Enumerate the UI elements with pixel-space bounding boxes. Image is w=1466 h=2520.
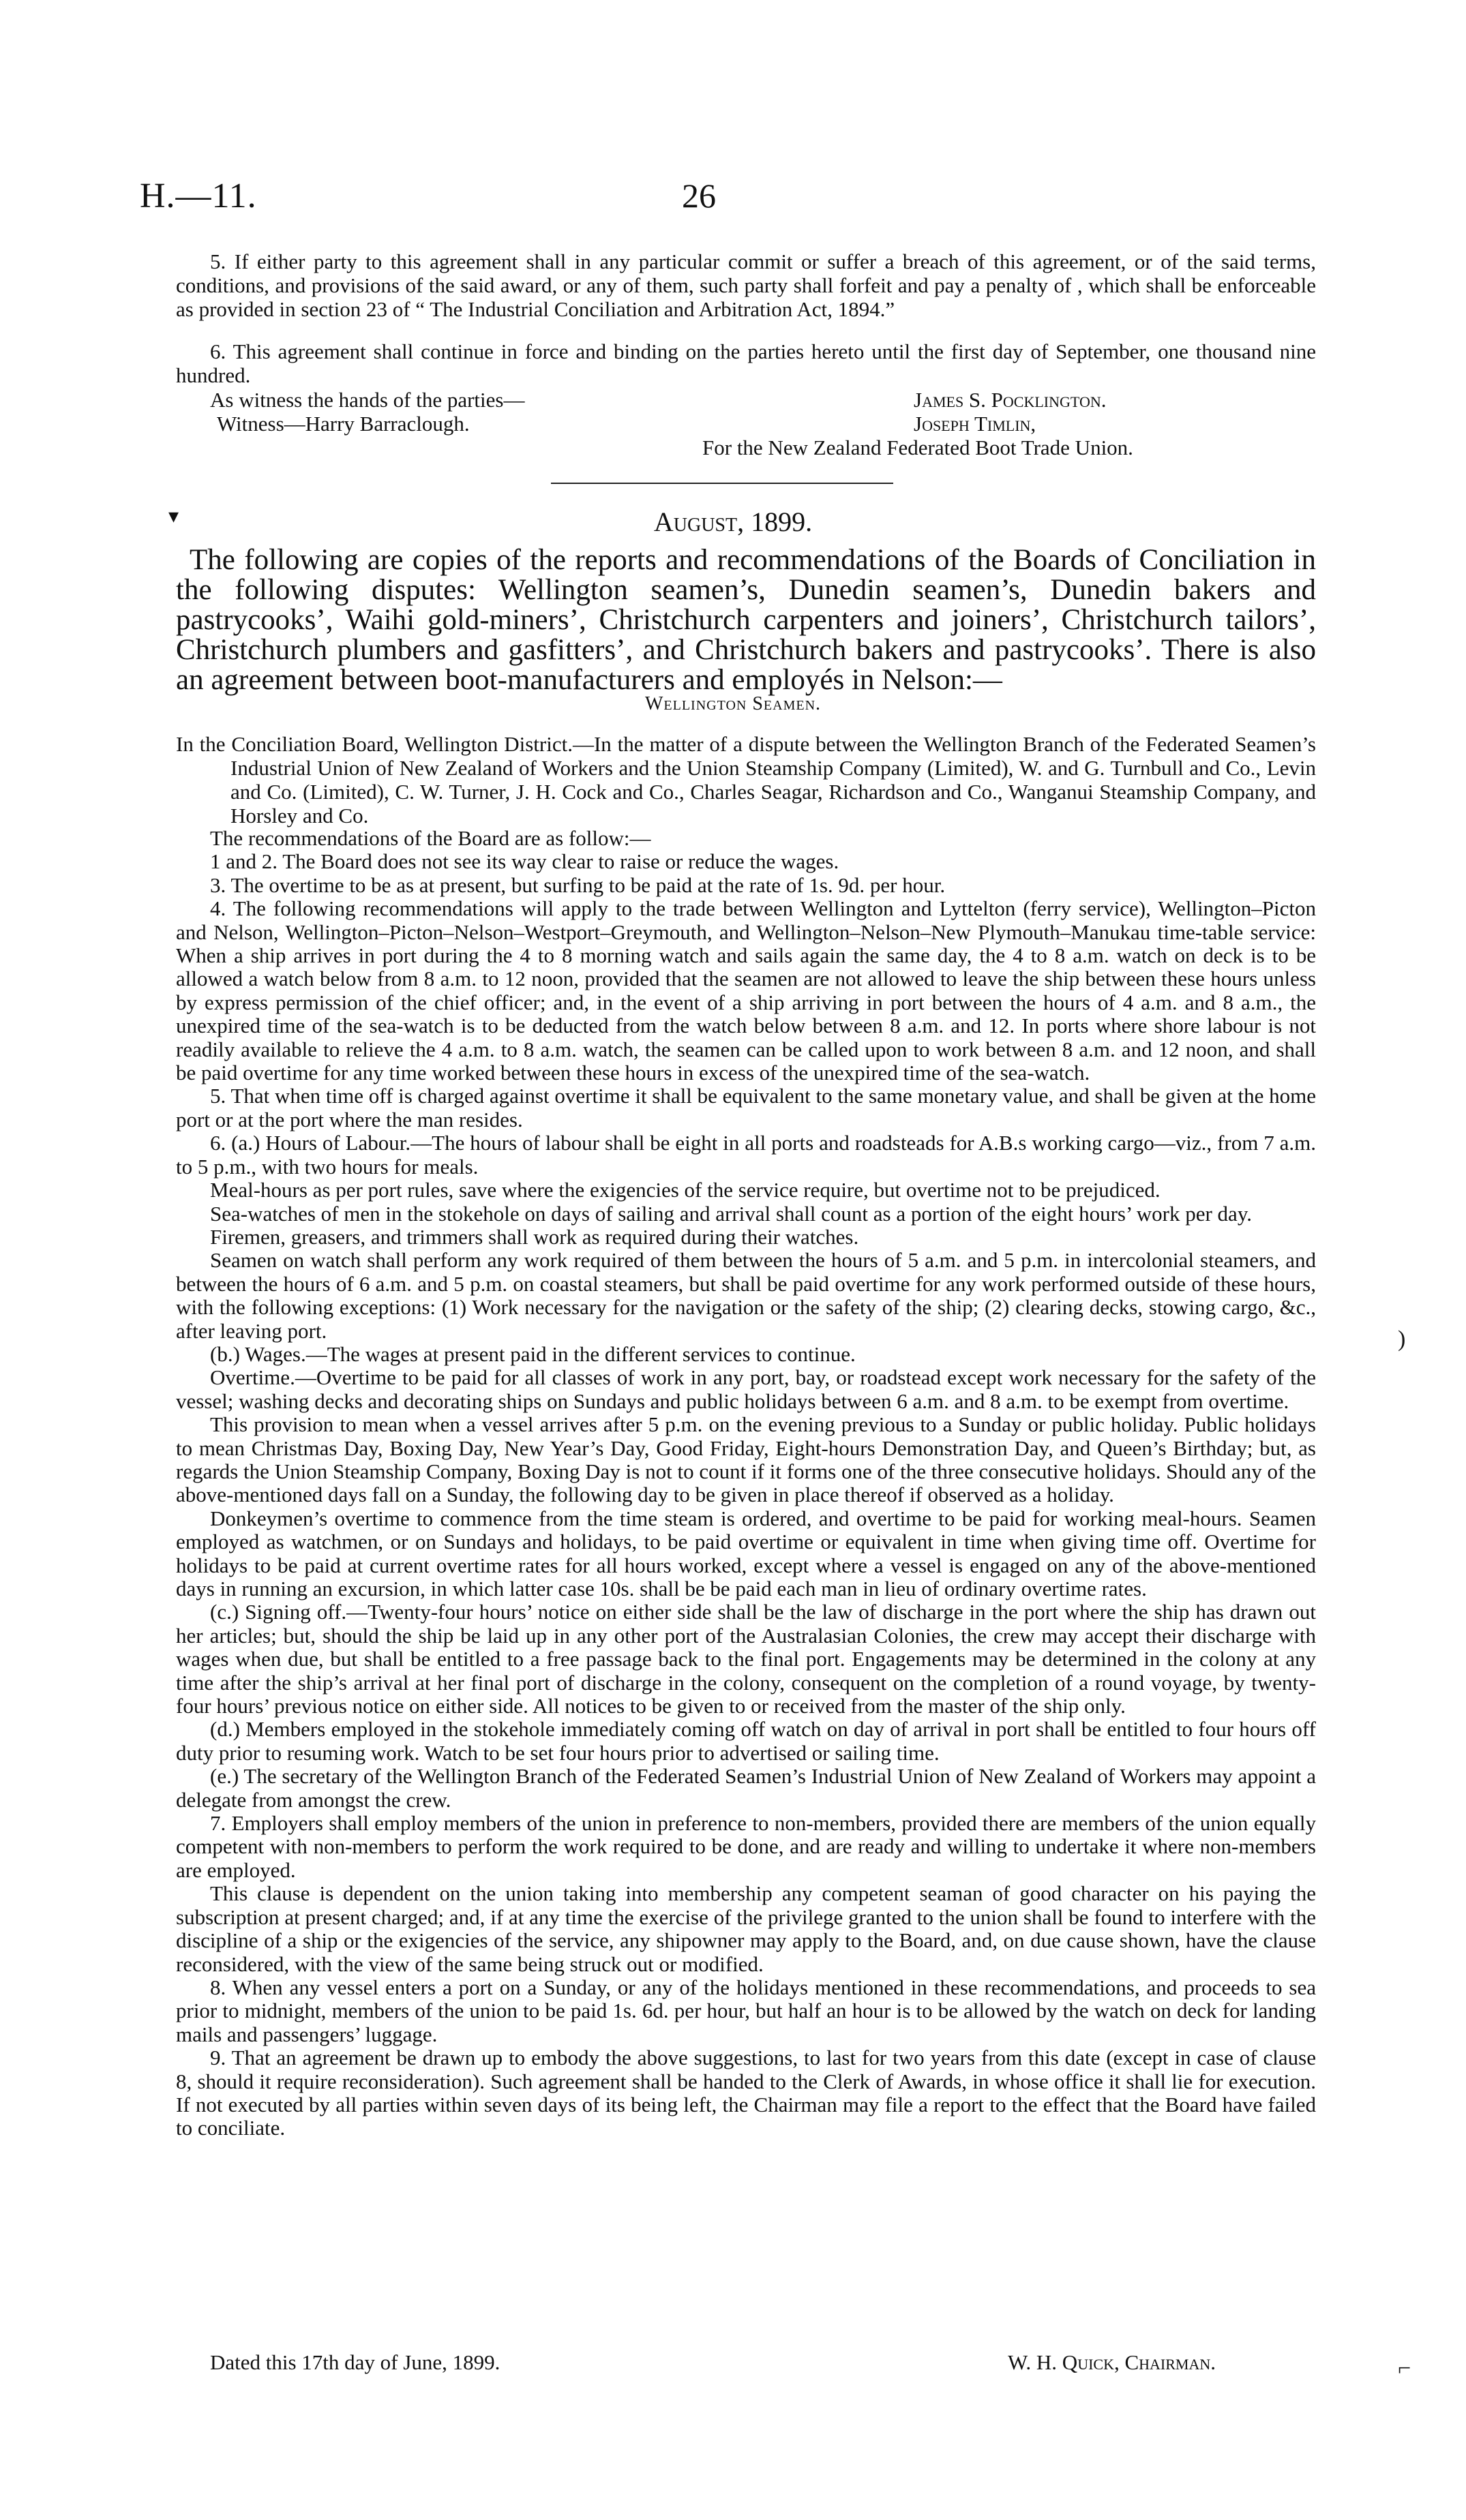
paragraph: Overtime.—Overtime to be paid for all classes of work in any port, bay, or roadstead except work necessary for the safety of the vessel; washing decks and decorating ships on Sundays and public holidays between 6 a.m. and 8 a.m. to be exempt from overtime. <box>176 1365 1316 1413</box>
page-number: 26 <box>682 177 716 215</box>
witness-intro: As witness the hands of the parties— <box>210 388 525 412</box>
document-reference: H.—11. <box>140 177 257 215</box>
paragraph: (d.) Members employed in the stokehole immediately coming off watch on day of arrival in port shall be entitled to four hours off duty prior to resuming work. Watch to be set four hours prior to advertised or sailing time. <box>176 1717 1316 1765</box>
signatory-1: James S. Pocklington. <box>914 388 1107 412</box>
paragraph: (b.) Wages.—The wages at present paid in the different services to continue. <box>210 1341 856 1366</box>
paragraph: 1 and 2. The Board does not see its way clear to raise or reduce the wages. <box>210 849 839 874</box>
agreement-clause-6: 6. This agreement shall continue in force and binding on the parties hereto until the first day of September, one thousand nine hundred. <box>176 339 1316 387</box>
margin-mark: ⌐ <box>1398 2356 1411 2381</box>
paragraph: This clause is dependent on the union taking into membership any competent seaman of good character on his paying the subscription at present charged; and, if at any time the exercise of the privilege granted to the union shall be found to interfere with the discipline of a ship or the exigencies of the service, any shipowner may apply to the Board, and, on due cause shown, have the clause reconsidered, with the view of the same being struck out or modified. <box>176 1881 1316 1976</box>
signatory-organisation: For the New Zealand Federated Boot Trade Union. <box>702 436 1133 459</box>
paragraph: 9. That an agreement be drawn up to embody the above suggestions, to last for two years from this date (except in case of clause 8, should it require reconsideration). Such agreement shall be handed to the Clerk of Awards, in whose office it shall lie for execution. If not executed by all parties within seven days of its being left, the Chairman may file a report to the effect that the Board have failed to conciliate. <box>176 2046 1316 2140</box>
paragraph: Meal-hours as per port rules, save where the exigencies of the service require, but overtime not to be prejudiced. <box>210 1178 1161 1202</box>
recommendations-list <box>176 827 1316 2140</box>
chairman-signature: W. H. Quick, Chairman. <box>1008 2350 1216 2374</box>
paragraph: (e.) The secretary of the Wellington Branch of the Federated Seamen’s Industrial Union of New Zealand of Workers may appoint a delegate from amongst the crew. <box>176 1764 1316 1812</box>
paragraph: 4. The following recommendations will apply to the trade between Wellington and Lyttelton (ferry service), Wellington–Picton and Nelson, Wellington–Picton–Nelson–Westport–Greymouth, and Wellington–Nelson–New Plymouth–Manukau time-table service: When a ship arrives in port during the 4 to 8 morning watch and sails again the same day, the 4 to 8 a.m. watch on deck is to be allowed a watch below from 8 a.m. to 12 noon, provided that the seamen are not allowed to leave the ship between these hours unless by express permission of the chief officer; and, in the event of a ship arriving in port between the hours of 4 a.m. and 8 a.m., the unexpired time of the sea-watch is to be deducted from the watch below between 8 a.m. and 12. In ports where shore labour is not readily available to relieve the 4 a.m. to 8 a.m. watch, the seamen can be called upon to work between 8 a.m. and 12 noon, and shall be paid overtime for any time worked between these hours in excess of the unexpired time of the sea-watch. <box>176 896 1316 1085</box>
paragraph: Seamen on watch shall perform any work required of them between the hours of 5 a.m. and 5 p.m. in intercolonial steamers, and between the hours of 6 a.m. and 5 p.m. on coastal steamers, but shall be paid overtime for any work performed outside of these hours, with the following exceptions: (1) Work necessary for the navigation or the safety of the ship; (2) clearing decks, stowing cargo, &c., after leaving port. <box>176 1248 1316 1343</box>
section-divider <box>551 483 893 484</box>
margin-mark: ) <box>1398 1326 1406 1352</box>
section-subheading: Wellington Seamen. <box>644 693 822 714</box>
dated-line: Dated this 17th day of June, 1899. <box>210 2350 500 2374</box>
matter-paragraph: In the Conciliation Board, Wellington District.—In the matter of a dispute between the Wellington Branch of the Federated Seamen’s Industrial Union of New Zealand of Workers and the Union Steamship Company (Limited), W. and G. Turnbull and Co., Levin and Co. (Limited), C. W. Turner, J. H. Cock and Co., Charles Seagar, Richardson and Co., Wanganui Steamship Company, and Horsley and Co. <box>176 732 1316 828</box>
intro-paragraph: The following are copies of the reports and recommendations of the Boards of Conciliation in the following disputes: Wellington seamen’s, Dunedin seamen’s, Dunedin bakers and pastrycooks’, Waihi gold-miners’, Christchurch carpenters and joiners’, Christchurch tailors’, Christchurch plumbers and gasfitters’, and Christchurch bakers and pastrycooks’. There is also an agreement between boot-manufacturers and employés in Nelson:— <box>176 544 1316 696</box>
date-heading: August, 1899. <box>653 506 813 537</box>
paragraph: 7. Employers shall employ members of the union in preference to non-members, provided there are members of the union equally competent with non-members to perform the work required to be done, and are ready and willing to undertake it where non-members are employed. <box>176 1811 1316 1882</box>
paragraph: 8. When any vessel enters a port on a Sunday, or any of the holidays mentioned in these recommendations, and proceeds to sea prior to midnight, members of the union to be paid 1s. 6d. per hour, but half an hour is to be allowed by the watch on deck for landing mails and passengers’ luggage. <box>176 1975 1316 2046</box>
paragraph: 5. That when time off is charged against overtime it shall be equivalent to the same monetary value, and shall be given at the home port or at the port where the man resides. <box>176 1084 1316 1132</box>
paragraph: 6. (a.) Hours of Labour.—The hours of labour shall be eight in all ports and roadsteads for A.B.s working cargo—viz., from 7 a.m. to 5 p.m., with two hours for meals. <box>176 1131 1316 1179</box>
paragraph: This provision to mean when a vessel arrives after 5 p.m. on the evening previous to a Sunday or public holiday. Public holidays to mean Christmas Day, Boxing Day, New Year’s Day, Good Friday, Eight-hours Demonstration Day, and Queen’s Birthday; but, as regards the Union Steamship Company, Boxing Day is not to count if it forms one of the three consecutive holidays. Should any of the above-mentioned days fall on a Sunday, the following day to be given in place thereof if observed as a holiday. <box>176 1412 1316 1507</box>
paragraph: The recommendations of the Board are as follow:— <box>210 826 651 850</box>
paragraph: Sea-watches of men in the stokehole on days of sailing and arrival shall count as a portion of the eight hours’ work per day. <box>210 1201 1253 1226</box>
signatory-2: Joseph Timlin, <box>914 412 1036 436</box>
paragraph: 3. The overtime to be as at present, but surfing to be paid at the rate of 1s. 9d. per hour. <box>210 872 946 897</box>
paragraph: Firemen, greasers, and trimmers shall work as required during their watches. <box>210 1224 859 1249</box>
witness-name: Witness—Harry Barraclough. <box>217 412 470 436</box>
paragraph: (c.) Signing off.—Twenty-four hours’ notice on either side shall be the law of discharge in the port where the ship has drawn out her articles; but, should the ship be laid up in any other port of the Australasian Colonies, the crew may accept their discharge with wages when due, but shall be entitled to a free passage back to the final port. Engagements may be determined in the colony at any time after the ship’s arrival at her final port of discharge in the colony, consequent on the completion of a round voyage, by twenty-four hours’ previous notice on either side. All notices to be given to or received from the master of the ship only. <box>176 1600 1316 1718</box>
paragraph: Donkeymen’s overtime to commence from the time steam is ordered, and overtime to be paid for working meal-hours. Seamen employed as watchmen, or on Sundays and holidays, to be paid overtime or equivalent in time when giving time off. Overtime for holidays to be paid at current overtime rates for all hours worked, except where a vessel is engaged on any of the above-mentioned days in running an excursion, in which latter case 10s. shall be be paid each man in lieu of ordinary overtime rates. <box>176 1506 1316 1600</box>
agreement-clause-5: 5. If either party to this agreement shall in any particular commit or suffer a breach of this agreement, or of the said terms, conditions, and provisions of the said award, or any of them, such party shall forfeit and pay a penalty of , which shall be enforceable as provided in section 23 of “ The Industrial Conciliation and Arbitration Act, 1894.” <box>176 249 1316 321</box>
stray-ink-mark: ▾ <box>168 505 179 528</box>
